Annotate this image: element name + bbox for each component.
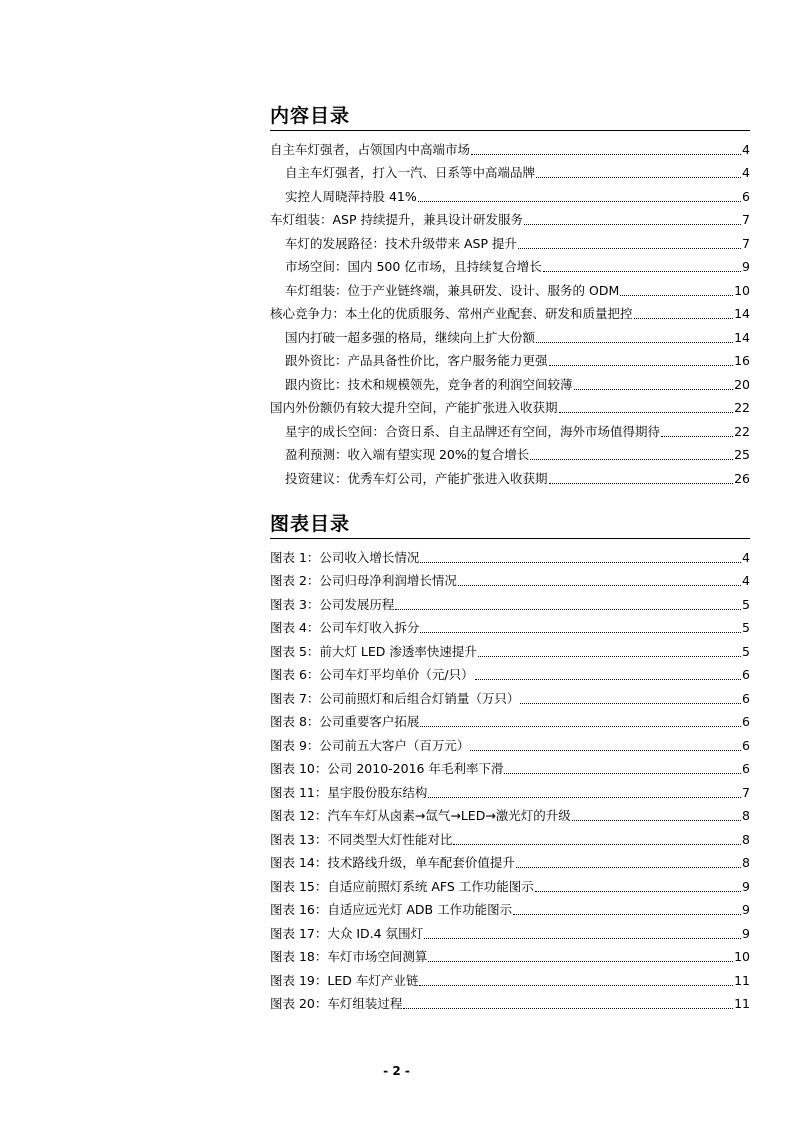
figure-entry-page: 8 (742, 855, 750, 870)
dot-leader (504, 773, 741, 774)
figure-entry-page: 6 (742, 761, 750, 776)
toc-entry-text: 核心竞争力：本土化的优质服务、常州产业配套、研发和质量把控 (270, 306, 633, 321)
dot-leader (478, 656, 741, 657)
toc-entry[interactable] (270, 393, 750, 417)
figure-entry[interactable] (270, 871, 750, 895)
dot-leader (475, 679, 741, 680)
toc-entry[interactable] (270, 440, 750, 464)
toc-entry[interactable] (270, 275, 750, 299)
dot-leader (420, 726, 741, 727)
toc-entry[interactable] (270, 252, 750, 276)
figure-entry-text: 图表 1：公司收入增长情况 (270, 549, 420, 565)
toc-entry-text: 跟外资比：产品具备性价比，客户服务能力更强 (285, 353, 548, 368)
figure-entry[interactable] (270, 542, 750, 566)
dot-leader (458, 585, 741, 586)
figure-entry-text: 图表 19：LED 车灯产业链 (270, 972, 419, 988)
dot-leader (428, 797, 741, 798)
figure-entry-text: 图表 13：不同类型大灯性能对比 (270, 831, 453, 847)
figure-entry-text: 图表 17：大众 ID.4 氛围灯 (270, 925, 424, 941)
dot-leader (620, 295, 733, 296)
figure-entry[interactable] (270, 566, 750, 590)
toc-entry[interactable] (270, 134, 750, 158)
toc-divider (270, 130, 750, 131)
figure-entry-page: 9 (742, 902, 750, 917)
figure-list-divider (270, 538, 750, 539)
toc-entry-text: 市场空间：国内 500 亿市场，且持续复合增长 (285, 259, 542, 274)
dot-leader (549, 483, 734, 484)
dot-leader (395, 609, 741, 610)
figure-entry[interactable] (270, 824, 750, 848)
toc-entry-page: 16 (734, 353, 750, 368)
toc-entry[interactable] (270, 322, 750, 346)
dot-leader (536, 177, 741, 178)
figure-entry[interactable] (270, 965, 750, 989)
figure-entry[interactable] (270, 707, 750, 731)
toc-entry-text: 星宇的成长空间：合资日系、自主品牌还有空间，海外市场值得期待 (285, 423, 661, 439)
dot-leader (424, 938, 741, 939)
toc-entry-page: 22 (734, 400, 750, 415)
toc-entry-text: 实控人周晓萍持股 41% (285, 188, 417, 204)
toc-entry-text: 车灯组装：ASP 持续提升，兼具设计研发服务 (270, 212, 523, 227)
figure-entry-page: 6 (742, 737, 750, 753)
figure-entry-page: 4 (742, 549, 750, 565)
toc-entry-page: 20 (734, 376, 750, 392)
figure-entry-page: 8 (742, 831, 750, 847)
toc-entry-text: 国内外份额仍有较大提升空间，产能扩张进入收获期 (270, 400, 558, 415)
toc-entry-page: 9 (742, 259, 750, 274)
figure-entry-page: 10 (734, 949, 750, 964)
figure-entry-text: 图表 5：前大灯 LED 渗透率快速提升 (270, 643, 477, 659)
figure-entry[interactable] (270, 660, 750, 684)
figure-entry[interactable] (270, 801, 750, 825)
toc-entry[interactable] (270, 463, 750, 487)
dot-leader (420, 562, 741, 563)
dot-leader (574, 389, 734, 390)
toc-entry[interactable] (270, 416, 750, 440)
toc-entry-text: 车灯的发展路径：技术升级带来 ASP 提升 (285, 235, 517, 251)
figure-entry[interactable] (270, 730, 750, 754)
toc-entry-page: 26 (734, 470, 750, 486)
figure-entry-text: 图表 12：汽车车灯从卤素→氙气→LED→激光灯的升级 (270, 808, 571, 823)
toc-entry-text: 车灯组装：位于产业链终端，兼具研发、设计、服务的 ODM (285, 282, 620, 298)
figure-entry-page: 5 (742, 643, 750, 659)
dot-leader (536, 342, 733, 343)
toc-entry-page: 25 (734, 447, 750, 462)
figure-entry-page: 6 (742, 667, 750, 682)
toc-entry-page: 7 (742, 212, 750, 227)
figure-entry-text: 图表 15：自适应前照灯系统 AFS 工作功能图示 (270, 878, 534, 894)
dot-leader (572, 820, 741, 821)
toc-entry[interactable] (270, 299, 750, 323)
dot-leader (420, 632, 741, 633)
figure-entry-page: 9 (742, 925, 750, 941)
figure-entry-page: 6 (742, 714, 750, 729)
dot-leader (549, 365, 734, 366)
dot-leader (418, 201, 741, 202)
figure-entry-text: 图表 10：公司 2010-2016 年毛利率下滑 (270, 761, 504, 776)
dot-leader (428, 961, 733, 962)
dot-leader (453, 844, 741, 845)
figure-entry[interactable] (270, 989, 750, 1013)
figure-entry[interactable] (270, 589, 750, 613)
figure-entry-page: 9 (742, 878, 750, 894)
dot-leader (524, 224, 741, 225)
toc-entry-text: 跟内资比：技术和规模领先，竞争者的利润空间较薄 (285, 376, 573, 392)
page-number: - 2 - (383, 1064, 410, 1078)
toc-entry-page: 22 (734, 423, 750, 439)
toc-entry-page: 7 (742, 235, 750, 251)
dot-leader (520, 703, 741, 704)
figure-entry-text: 图表 4：公司车灯收入拆分 (270, 620, 420, 635)
figure-entry-text: 图表 9：公司前五大客户（百万元） (270, 737, 470, 753)
dot-leader (471, 154, 741, 155)
figure-entry-page: 5 (742, 596, 750, 612)
figure-entry-text: 图表 6：公司车灯平均单价（元/只） (270, 667, 474, 682)
figure-entry-page: 7 (742, 784, 750, 800)
dot-leader (419, 985, 733, 986)
figure-entry[interactable] (270, 918, 750, 942)
figure-entry-page: 11 (734, 996, 750, 1011)
figure-entry[interactable] (270, 942, 750, 966)
figure-list-title: 图表目录 (270, 513, 351, 535)
figure-entry-text: 图表 2：公司归母净利润增长情况 (270, 573, 457, 588)
figure-entry[interactable] (270, 777, 750, 801)
figure-entry-text: 图表 8：公司重要客户拓展 (270, 714, 420, 729)
toc-entry-page: 4 (742, 141, 750, 157)
toc-entry-text: 自主车灯强者，打入一汽、日系等中高端品牌 (285, 165, 536, 180)
figure-entry-page: 8 (742, 808, 750, 823)
figure-entry-page: 5 (742, 620, 750, 635)
toc-entry[interactable] (270, 369, 750, 393)
dot-leader (403, 1008, 733, 1009)
figure-entry[interactable] (270, 895, 750, 919)
toc-entry-page: 6 (742, 188, 750, 204)
toc-entry[interactable] (270, 181, 750, 205)
toc-entry-text: 盈利预测：收入端有望实现 20%的复合增长 (285, 447, 530, 462)
toc-entry-page: 10 (734, 282, 750, 298)
dot-leader (535, 891, 741, 892)
dot-leader (513, 914, 741, 915)
figure-entry[interactable] (270, 754, 750, 778)
toc-entry[interactable] (270, 158, 750, 182)
toc-entry[interactable] (270, 346, 750, 370)
figure-entry-page: 11 (734, 972, 750, 988)
figure-list (270, 542, 750, 1012)
toc-entry-text: 投资建议：优秀车灯公司，产能扩张进入收获期 (285, 470, 548, 486)
toc-entry[interactable] (270, 205, 750, 229)
dot-leader (530, 459, 733, 460)
dot-leader (559, 412, 734, 413)
dot-leader (661, 436, 733, 437)
dot-leader (470, 750, 741, 751)
toc-list (270, 134, 750, 487)
figure-entry-text: 图表 18：车灯市场空间测算 (270, 949, 428, 964)
figure-entry[interactable] (270, 683, 750, 707)
figure-entry-page: 4 (742, 573, 750, 588)
toc-entry-text: 国内打破一超多强的格局，继续向上扩大份额 (285, 329, 536, 345)
dot-leader (518, 248, 741, 249)
toc-title: 内容目录 (270, 105, 351, 127)
figure-entry-text: 图表 20：车灯组装过程 (270, 996, 403, 1011)
figure-entry[interactable] (270, 848, 750, 872)
figure-entry-text: 图表 7：公司前照灯和后组合灯销量（万只） (270, 690, 520, 706)
figure-entry-text: 图表 3：公司发展历程 (270, 596, 395, 612)
figure-entry[interactable] (270, 636, 750, 660)
toc-entry-page: 4 (742, 165, 750, 180)
toc-entry-page: 14 (734, 329, 750, 345)
toc-entry-page: 14 (734, 306, 750, 321)
figure-entry[interactable] (270, 613, 750, 637)
dot-leader (634, 318, 734, 319)
toc-entry[interactable] (270, 228, 750, 252)
dot-leader (516, 867, 741, 868)
toc-entry-text: 自主车灯强者，占领国内中高端市场 (270, 141, 471, 157)
figure-entry-text: 图表 14：技术路线升级，单车配套价值提升 (270, 855, 515, 870)
figure-entry-page: 6 (742, 690, 750, 706)
dot-leader (543, 271, 741, 272)
figure-entry-text: 图表 11：星宇股份股东结构 (270, 784, 428, 800)
figure-entry-text: 图表 16：自适应远光灯 ADB 工作功能图示 (270, 902, 513, 917)
